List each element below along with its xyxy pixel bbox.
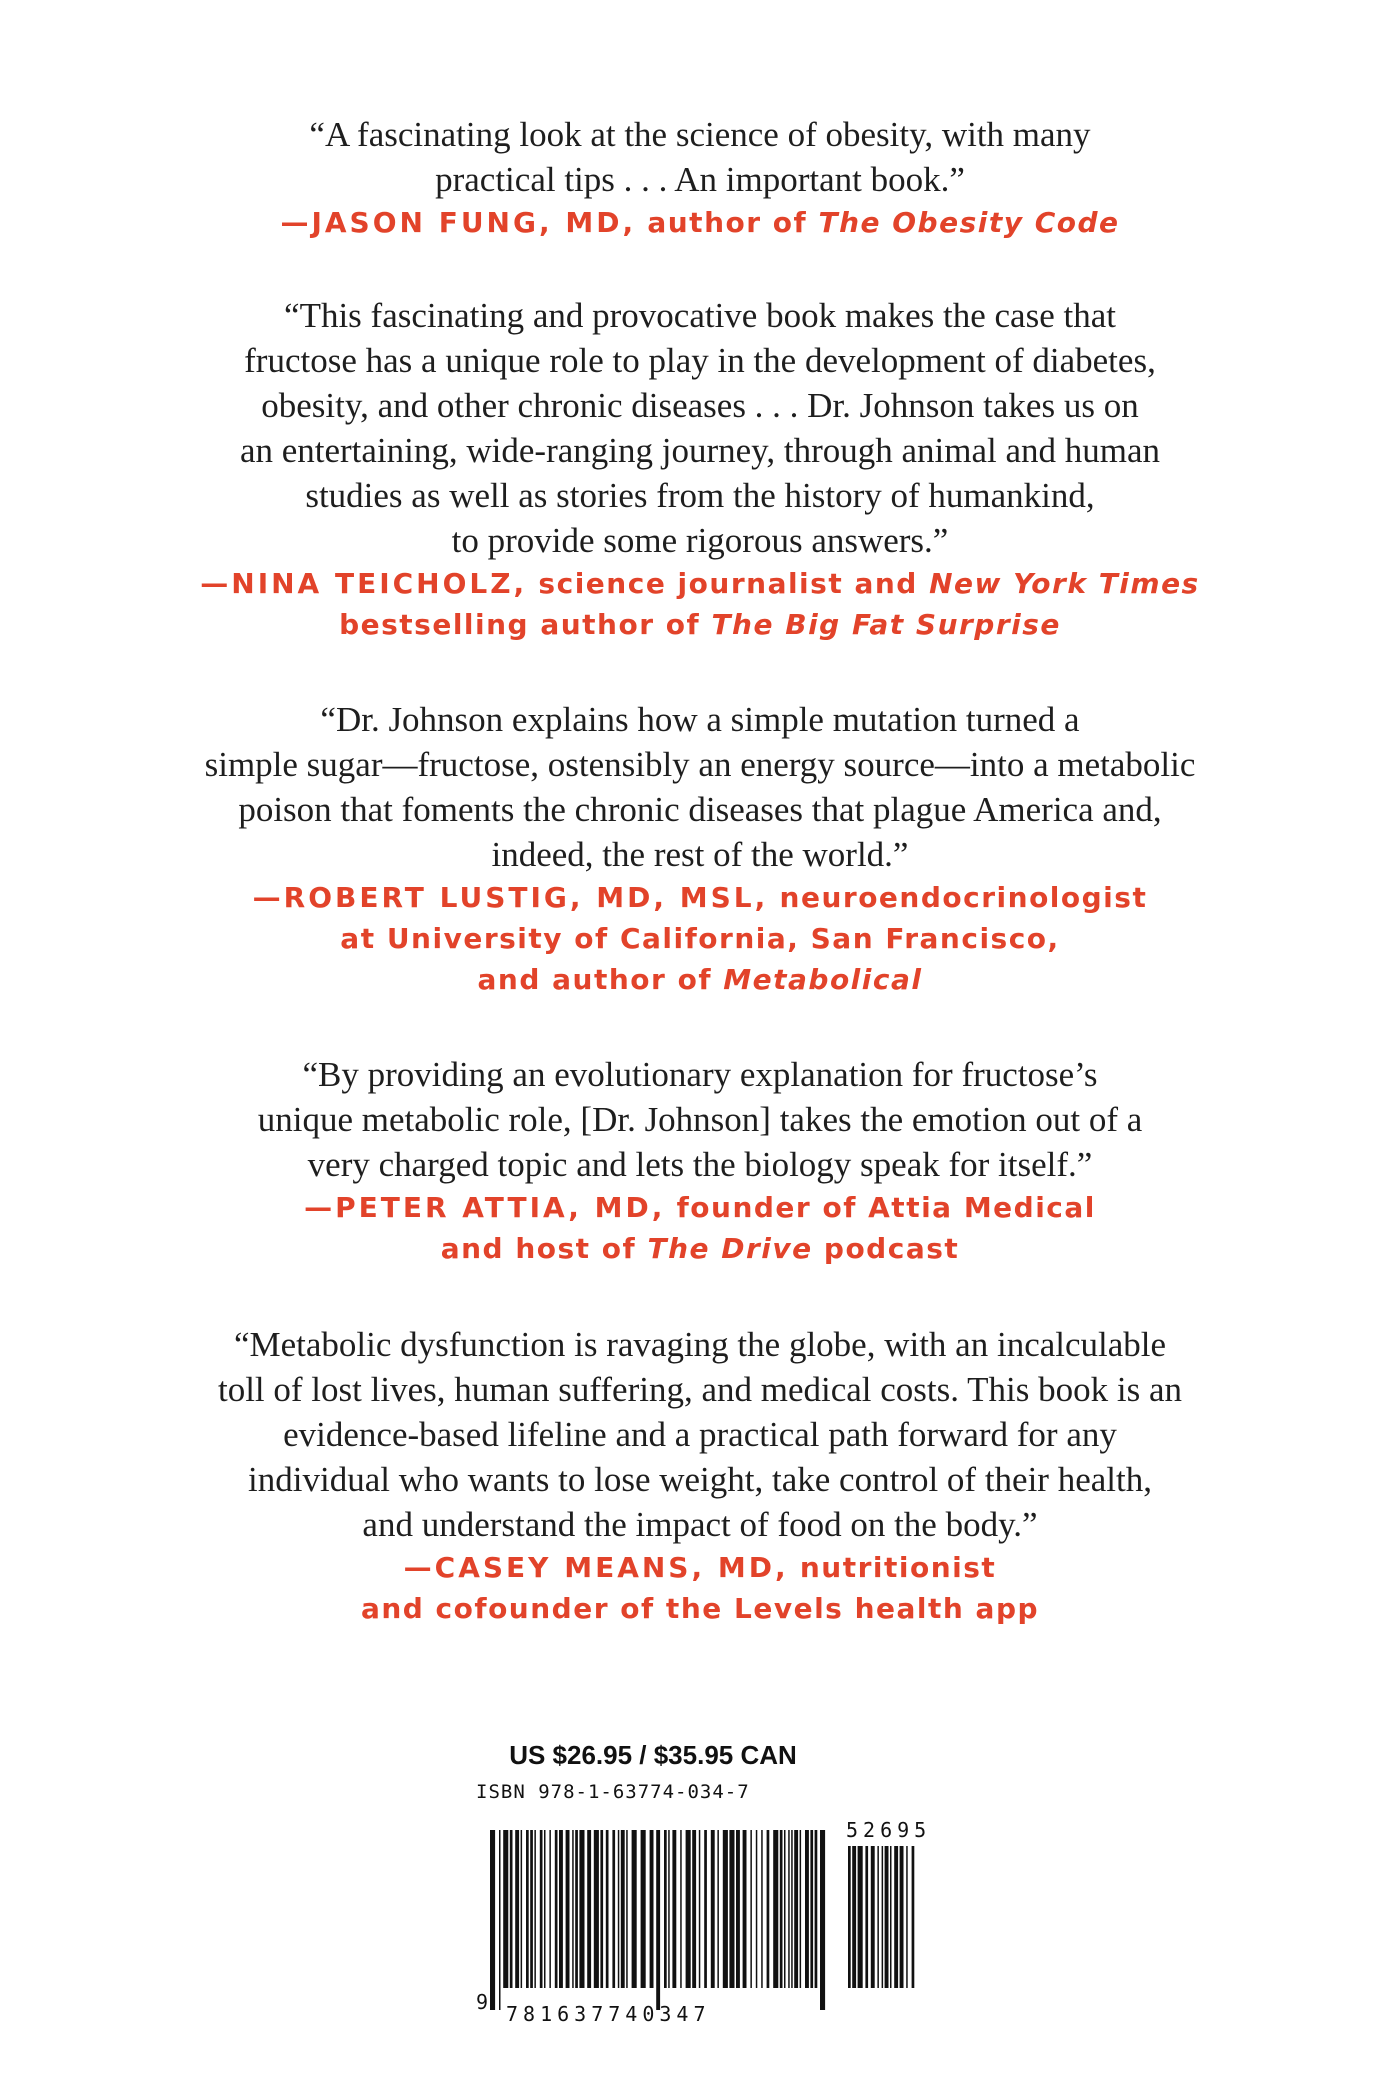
attribution-name: —PETER ATTIA, MD, [304, 1191, 666, 1224]
attribution-line [0, 563, 1400, 604]
barcode-bar [885, 1846, 889, 1988]
barcode-bar [540, 1830, 543, 1988]
barcode-bar [780, 1830, 783, 1988]
barcode-bar [526, 1830, 529, 1988]
barcode-bar [805, 1830, 809, 1988]
quote-line: “Metabolic dysfunction is ravaging the globe, with an incalculable [233, 1325, 1167, 1364]
attribution-title: The Obesity Code [818, 206, 1120, 239]
barcode-main-digits: 781637740347 [506, 2002, 711, 2026]
quote-line: “By providing an evolutionary explanation for fructose’s [302, 1055, 1098, 1094]
attribution-text: and author of [477, 963, 724, 996]
attribution-line [0, 877, 1400, 918]
quote-line: indeed, the rest of the world.” [491, 835, 909, 874]
quote-line: poison that foments the chronic diseases that plague America and, [238, 790, 1162, 829]
barcode-bar [890, 1846, 892, 1988]
attribution-line [0, 1187, 1400, 1228]
barcode-bar [767, 1830, 770, 1988]
barcode-bar [534, 1830, 536, 1988]
attribution-text: and host of [440, 1232, 648, 1265]
barcode-bar [906, 1846, 908, 1988]
barcode-bar [900, 1846, 904, 1988]
barcode-first-digit: 9 [476, 1990, 489, 2014]
barcode-bar [680, 1830, 682, 1988]
barcode-bar [555, 1830, 558, 1988]
attribution-title: The Drive [647, 1232, 813, 1265]
barcode-bar [912, 1846, 915, 1988]
barcode-bar [815, 1830, 818, 1988]
attribution-line [0, 1588, 1400, 1629]
barcode-bar [736, 1830, 740, 1988]
pricing-block [476, 1740, 916, 1803]
barcode-bar [515, 1830, 519, 1988]
quote-line: an entertaining, wide-ranging journey, through animal and human [239, 431, 1161, 470]
barcode-bar [668, 1830, 670, 1988]
barcode-bar [800, 1830, 802, 1988]
barcode-bar [756, 1830, 758, 1988]
barcode-bar [717, 1830, 719, 1988]
barcode-bar [877, 1846, 879, 1988]
quote-line: “A fascinating look at the science of obesity, with many [309, 115, 1091, 154]
barcode-bar [618, 1830, 620, 1988]
barcode-bar [810, 1830, 813, 1988]
quote-line: studies as well as stories from the history of humankind, [305, 476, 1095, 515]
quote-line: fructose has a unique role to play in the development of diabetes, [244, 341, 1156, 380]
barcode-bar [858, 1846, 863, 1988]
attribution-text: podcast [812, 1232, 960, 1265]
attribution-text: neuroendocrinologist [768, 881, 1148, 914]
barcode-bar [621, 1830, 625, 1988]
barcode-bar [750, 1830, 752, 1988]
barcode-bar [794, 1830, 798, 1988]
barcode-bar [612, 1830, 615, 1988]
quote-line: simple sugar—fructose, ostensibly an energy source—into a metabolic [204, 745, 1196, 784]
barcode-bar [791, 1830, 793, 1988]
barcode-bar [894, 1846, 898, 1988]
barcode-bar [650, 1830, 654, 1988]
blurb-peter-attia [0, 1052, 1400, 1269]
barcode-main-bars [490, 1830, 830, 2010]
blurb-casey-means [0, 1322, 1400, 1629]
attribution-text: bestselling author of [339, 608, 712, 641]
barcode-bar [852, 1846, 856, 1988]
barcode-bar [572, 1830, 574, 1988]
barcode-bar [579, 1830, 584, 1988]
barcode-bar [882, 1846, 884, 1988]
barcode-bar [692, 1830, 696, 1988]
barcode-bar [672, 1830, 676, 1988]
attribution-text: founder of Attia Medical [665, 1191, 1096, 1224]
barcode-bar [575, 1830, 578, 1988]
barcode-bar [729, 1830, 734, 1988]
barcode-bar [711, 1830, 715, 1988]
barcode-bar [530, 1830, 533, 1988]
attribution-text: nutritionist [788, 1551, 997, 1584]
barcode-addon-bars [848, 1846, 916, 2010]
attribution-name: —JASON FUNG, MD, [280, 206, 637, 239]
attribution-line [0, 959, 1400, 1000]
barcode-bar [490, 1830, 495, 2010]
attribution-line [0, 918, 1400, 959]
barcode-bar [600, 1830, 603, 1988]
attribution-name: —ROBERT LUSTIG, MD, MSL, [252, 881, 769, 914]
attribution-text: science journalist and [527, 567, 930, 600]
barcode-bar [784, 1830, 786, 1988]
attribution-text: author of [636, 206, 819, 239]
barcode-bar [566, 1830, 570, 1988]
barcode-bar [510, 1830, 513, 1988]
barcode-bar [587, 1830, 591, 1988]
quote-line: “This fascinating and provocative book makes the case that [284, 296, 1116, 335]
barcode-bar [606, 1830, 609, 1988]
quote-line: “Dr. Johnson explains how a simple mutation turned a [320, 700, 1080, 739]
quote-line: to provide some rigorous answers.” [451, 521, 949, 560]
quote-line: individual who wants to lose weight, take control of their health, [248, 1460, 1152, 1499]
attribution-name: —NINA TEICHOLZ, [200, 567, 528, 600]
blurb-nina-teicholz [0, 293, 1400, 645]
attribution-title: New York Times [929, 567, 1200, 600]
attribution-line [0, 202, 1400, 243]
barcode-bar [773, 1830, 778, 1988]
barcode-bar [865, 1846, 868, 1988]
attribution-line [0, 1547, 1400, 1588]
quote-line: practical tips . . . An important book.” [435, 160, 965, 199]
attribution-line [0, 604, 1400, 645]
barcode-bar [848, 1846, 851, 1988]
quote-line: and understand the impact of food on the body.” [362, 1505, 1038, 1544]
barcode-bar [871, 1846, 875, 1988]
barcode-bar [743, 1830, 747, 1988]
barcode-bar [521, 1830, 523, 1988]
barcode-bar [761, 1830, 763, 1988]
attribution-text: and cofounder of the Levels health app [360, 1592, 1040, 1625]
barcode-bar [723, 1830, 728, 1988]
attribution-title: Metabolical [723, 963, 923, 996]
blurb-robert-lustig [0, 697, 1400, 1000]
barcode-bar [559, 1830, 563, 1988]
barcode-bar [686, 1830, 691, 1988]
barcode-addon-digits: 52695 [846, 1818, 932, 1842]
barcode-bar [664, 1830, 667, 1988]
barcode-bar [626, 1830, 628, 1988]
quote-line: obesity, and other chronic diseases . . . Dr. Johnson takes us on [261, 386, 1139, 425]
barcode-bar [820, 1830, 825, 2010]
price-label: US $26.95 / $35.95 CAN [509, 1740, 797, 1770]
quote-line: unique metabolic role, [Dr. Johnson] takes the emotion out of a [257, 1100, 1143, 1139]
quote-line: toll of lost lives, human suffering, and medical costs. This book is an [217, 1370, 1182, 1409]
quote-line: very charged topic and lets the biology speak for itself.” [307, 1145, 1093, 1184]
barcode [476, 1818, 932, 2028]
barcode-bar [499, 1830, 501, 2010]
isbn-label: ISBN 978-1-63774-034-7 [476, 1781, 750, 1803]
barcode-bar [656, 1830, 660, 2010]
attribution-line [0, 1228, 1400, 1269]
attribution-text: at University of California, San Francisco, [340, 922, 1060, 955]
barcode-bar [704, 1830, 707, 1988]
barcode-bar [503, 1830, 508, 1988]
barcode-bar [699, 1830, 701, 1988]
attribution-title: The Big Fat Surprise [711, 608, 1061, 641]
barcode-bar [788, 1830, 790, 1988]
blurb-jason-fung [0, 112, 1400, 243]
barcode-bar [641, 1830, 646, 1988]
quote-line: evidence-based lifeline and a practical path forward for any [283, 1415, 1117, 1454]
barcode-bar [544, 1830, 546, 1988]
barcode-bar [549, 1830, 551, 1988]
attribution-name: —CASEY MEANS, MD, [403, 1551, 789, 1584]
barcode-bar [632, 1830, 637, 1988]
barcode-bar [594, 1830, 599, 1988]
